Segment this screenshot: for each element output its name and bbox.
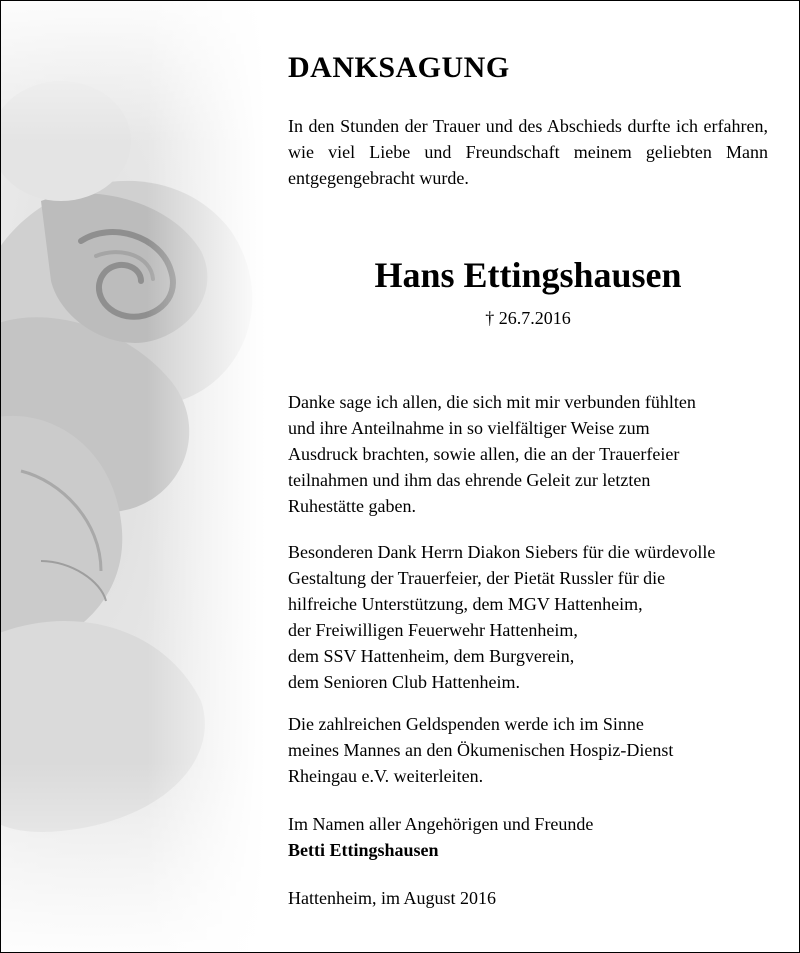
place-date-text: Hattenheim, im August 2016 (288, 888, 496, 908)
thanks-paragraph (288, 389, 768, 519)
text-line: der Freiwilligen Feuerwehr Hattenheim, (288, 620, 578, 640)
page-title: DANKSAGUNG (288, 51, 510, 84)
text-line: dem Senioren Club Hattenheim. (288, 672, 520, 692)
donations-paragraph (288, 711, 768, 789)
intro-text: In den Stunden der Trauer und des Abschieds durfte ich erfahren, wie viel Liebe und Freundschaft meinem geliebten Mann entgegengebracht wurde. (288, 116, 768, 188)
text-line: meines Mannes an den Ökumenischen Hospiz-Dienst (288, 740, 674, 760)
text-line: dem SSV Hattenheim, dem Burgverein, (288, 646, 575, 666)
text-line: Besonderen Dank Herrn Diakon Siebers für die würdevolle (288, 542, 716, 562)
signature-name: Betti Ettingshausen (288, 840, 439, 860)
special-thanks-paragraph (288, 539, 768, 695)
text-line: Ausdruck brachten, sowie allen, die an der Trauerfeier (288, 444, 680, 464)
text-line: und ihre Anteilnahme in so vielfältiger Weise zum (288, 418, 650, 438)
text-line: teilnahmen und ihm das ehrende Geleit zur letzten (288, 470, 651, 490)
text-line: Ruhestätte gaben. (288, 496, 416, 516)
text-line: Die zahlreichen Geldspenden werde ich im Sinne (288, 714, 644, 734)
death-date: † 26.7.2016 (485, 308, 571, 328)
place-date (288, 885, 768, 911)
signature-line: Im Namen aller Angehörigen und Freunde (288, 814, 594, 834)
text-line: Gestaltung der Trauerfeier, der Pietät Russler für die (288, 568, 666, 588)
rose-icon (1, 1, 266, 952)
text-line: Rheingau e.V. weiterleiten. (288, 766, 484, 786)
signature-block (288, 811, 768, 863)
text-line: Danke sage ich allen, die sich mit mir verbunden fühlten (288, 392, 696, 412)
text-line: hilfreiche Unterstützung, dem MGV Hattenheim, (288, 594, 643, 614)
deceased-name: Hans Ettingshausen (374, 255, 682, 295)
